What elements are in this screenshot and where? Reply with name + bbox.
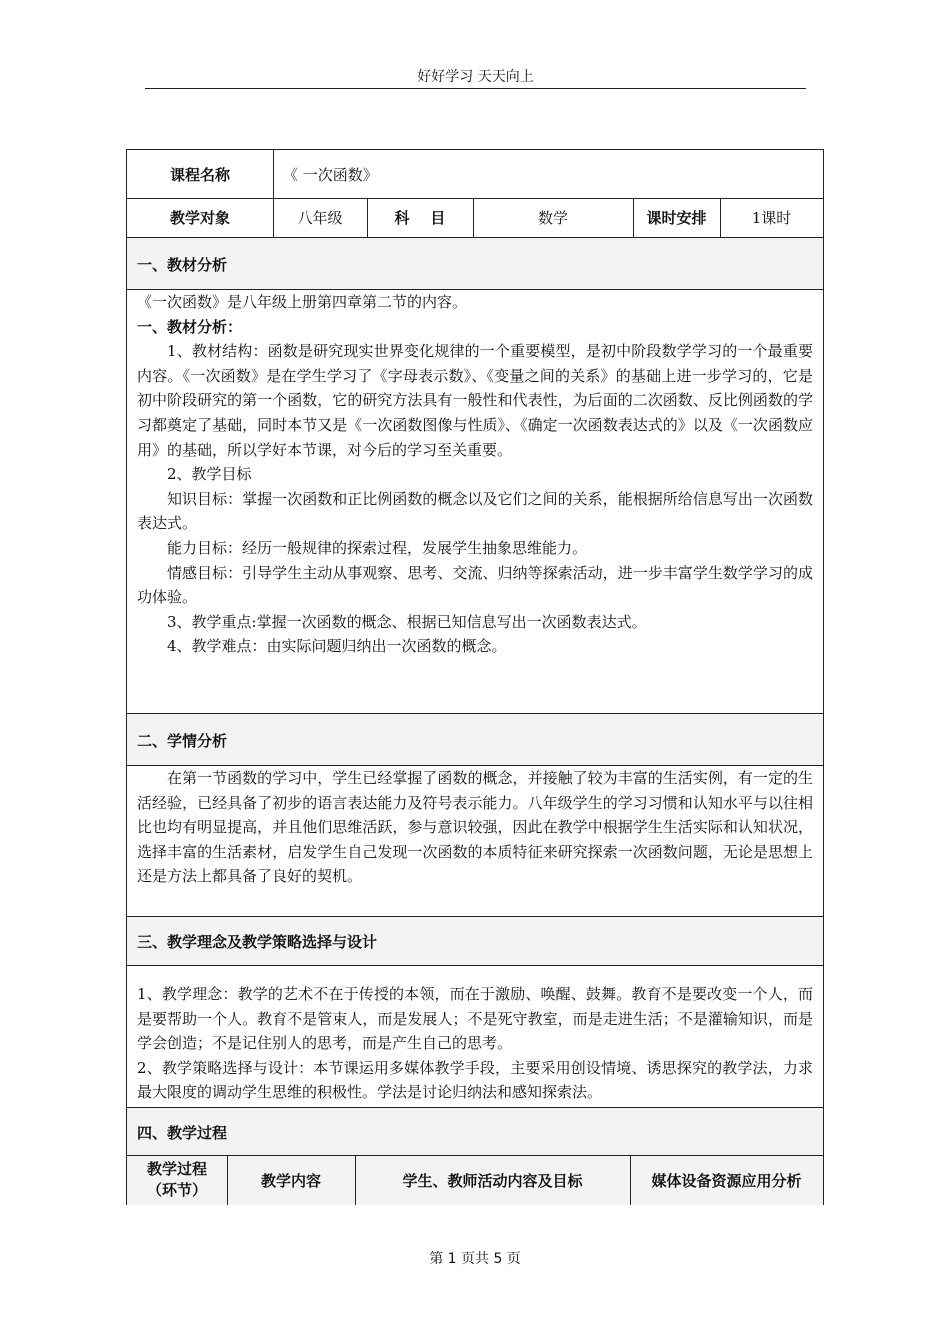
column-header-process-line2: （环节）	[146, 1181, 207, 1199]
section1-paragraph: 情感目标：引导学生主动从事观察、思考、交流、归纳等探索活动，进一步丰富学生数学学习的成功体验。	[137, 563, 813, 607]
section3-body	[137, 982, 813, 1105]
section1-header-bg	[127, 237, 823, 289]
column-header-content: 教学内容	[260, 1171, 321, 1190]
section1-intro: 《一次函数》是八年级上册第四章第二节的内容。	[137, 293, 468, 311]
section1-paragraph: 1、教材结构：函数是研究现实世界变化规律的一个重要模型，是初中阶段数学学习的一个最重要内容。《一次函数》是在学生学习了《字母表示数》、《变量之间的关系》的基础上进一步学习的，它是初中阶段研究的第一个函数，它的研究方法具有一般性和代表性，为后面的二次函数、反比例函数的学习都奠定了基础，同时本节又是《一次函数图像与性质》、《确定一次函数表达式的》以及《一次函数应用》的基础，所以学好本节课，对今后的学习至关重要。	[137, 342, 813, 459]
schedule-label: 课时安排	[646, 209, 707, 227]
section1-body	[137, 290, 813, 659]
section1-paragraph: 3、教学重点:掌握一次函数的概念、根据已知信息写出一次函数表达式。	[167, 612, 647, 631]
column-header-process-line1: 教学过程	[146, 1160, 207, 1178]
course-name-value: 《 一次函数》	[283, 165, 378, 184]
page-footer: 第 1 页共 5 页	[429, 1251, 521, 1267]
audience-value: 八年级	[297, 209, 343, 227]
schedule-value: 1课时	[751, 209, 792, 227]
section1-paragraph: 知识目标：掌握一次函数和正比例函数的概念以及它们之间的关系，能根据所给信息写出一次函数表达式。	[137, 489, 813, 533]
section1-paragraph: 2、教学目标	[167, 465, 252, 484]
section1-subtitle: 一、教材分析：	[137, 317, 243, 336]
audience-label: 教学对象	[169, 209, 230, 227]
section4-header-bg	[127, 1107, 823, 1155]
section4-title: 四、教学过程	[137, 1124, 228, 1142]
section3-paragraph: 1、教学理念：教学的艺术不在于传授的本领，而在于激励、唤醒、鼓舞。教育不是要改变一个人，而是要帮助一个人。教育不是管束人，而是发展人；不是死守教室，而是走进生活；不是灌输知识，而是学会创造；不是记住别人的思考，而是产生自己的思考。	[137, 985, 813, 1053]
subject-value: 数学	[537, 209, 568, 227]
lesson-plan-table	[126, 149, 824, 1205]
section2-header-bg	[127, 713, 823, 765]
section1-paragraph: 能力目标：经历一般规律的探索过程，发展学生抽象思维能力。	[167, 538, 588, 557]
section2-body	[137, 766, 813, 889]
page-header: 好好学习 天天向上	[417, 69, 534, 85]
subject-label: 科 目	[394, 209, 446, 227]
column-header-activities: 学生、教师活动内容及目标	[402, 1171, 583, 1190]
column-header-process	[127, 1155, 227, 1205]
section2-paragraph: 在第一节函数的学习中，学生已经掌握了函数的概念，并接触了较为丰富的生活实例，有一定的生活经验，已经具备了初步的语言表达能力及符号表示能力。八年级学生的学习习惯和认知水平与以往相比也均有明显提高，并且他们思维活跃，参与意识较强，因此在教学中根据学生生活实际和认知状况，选择丰富的生活素材，启发学生自己发现一次函数的本质特征来研究探索一次函数问题，无论是思想上还是方法上都具备了良好的契机。	[137, 769, 813, 886]
course-name-label: 课程名称	[169, 165, 230, 184]
section3-paragraph: 2、教学策略选择与设计：本节课运用多媒体教学手段，主要采用创设情境、诱思探究的教学法，力求最大限度的调动学生思维的积极性。学法是讨论归纳法和感知探索法。	[137, 1058, 813, 1102]
section1-title: 一、教材分析	[137, 256, 228, 274]
section2-title: 二、学情分析	[137, 732, 228, 750]
section1-paragraph: 4、教学难点：由实际问题归纳出一次函数的概念。	[167, 637, 507, 656]
column-header-media: 媒体设备资源应用分析	[651, 1171, 802, 1190]
section3-title: 三、教学理念及教学策略选择与设计	[137, 933, 378, 951]
header-rule	[145, 88, 806, 89]
